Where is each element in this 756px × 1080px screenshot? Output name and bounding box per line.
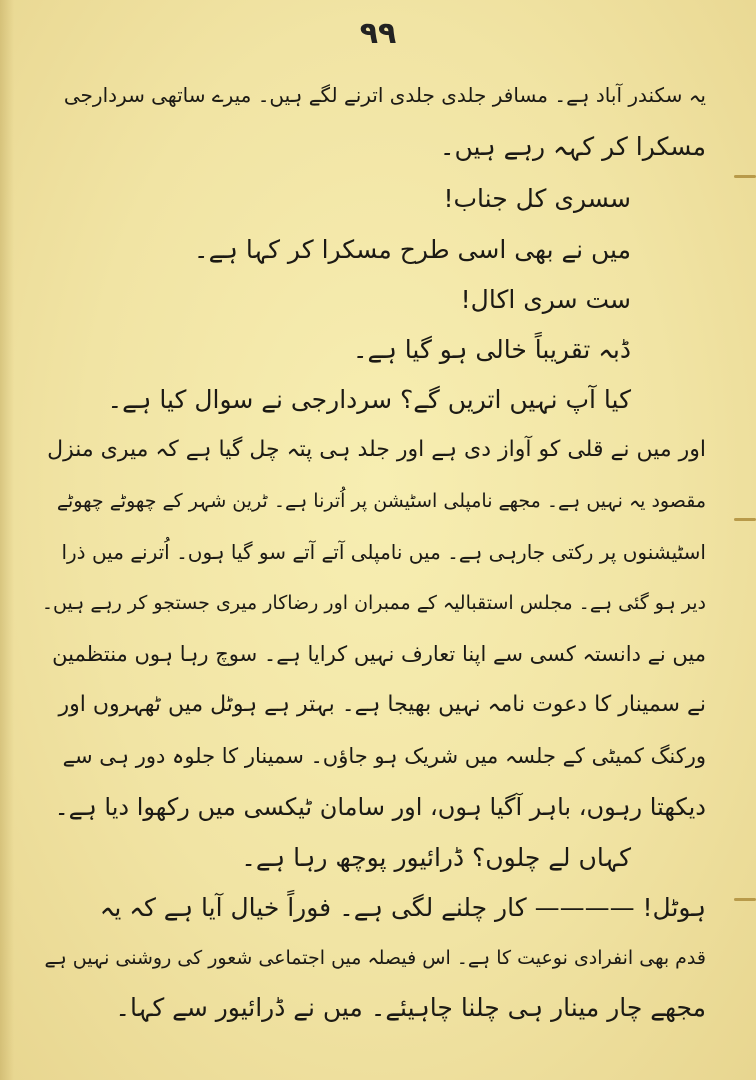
text-line: اور میں نے قلی کو آواز دی ہے اور جلد ہی پتہ چل گیا ہے کہ میری منزل [47, 437, 706, 462]
text-line: یہ سکندر آباد ہے۔ مسافر جلدی جلدی اترنے لگے ہیں۔ میرے ساتھی سردارجی [63, 83, 706, 107]
page-edge-mark [734, 518, 756, 521]
text-line: ست سری اکال! [460, 285, 631, 314]
page-edge-mark [734, 898, 756, 901]
text-line: ہوٹل! ———— کار چلنے لگی ہے۔ فوراً خیال آیا ہے کہ یہ [99, 893, 706, 922]
text-line: ورکنگ کمیٹی کے جلسہ میں شریک ہو جاؤں۔ سمینار کا جلوہ دور ہی سے [62, 744, 706, 768]
text-line: ڈبہ تقریباً خالی ہو گیا ہے۔ [352, 335, 631, 364]
text-line: مسکرا کر کہہ رہے ہیں۔ [439, 132, 706, 161]
text-line: سسری کل جناب! [443, 184, 631, 213]
text-line: دیر ہو گئی ہے۔ مجلس استقبالیہ کے ممبران اور رضاکار میری جستجو کر رہے ہیں۔ [41, 592, 706, 614]
text-line: میں نے دانستہ کسی سے اپنا تعارف نہیں کرایا ہے۔ سوچ رہا ہوں منتظمین [52, 642, 706, 666]
text-line: کہاں لے چلوں؟ ڈرائیور پوچھ رہا ہے۔ [241, 843, 631, 872]
text-line: نے سمینار کا دعوت نامہ نہیں بھیجا ہے۔ بہتر ہے ہوٹل میں ٹھہروں اور [58, 692, 706, 717]
page-number: ۹۹ [359, 16, 397, 51]
text-line: میں نے بھی اسی طرح مسکرا کر کہا ہے۔ [193, 235, 631, 264]
text-line: مجھے چار مینار ہی چلنا چاہیئے۔ میں نے ڈرائیور سے کہا۔ [115, 993, 706, 1022]
page-gutter-shade [0, 0, 14, 1080]
text-line: قدم بھی انفرادی نوعیت کا ہے۔ اس فیصلہ میں اجتماعی شعور کی روشنی نہیں ہے [44, 947, 706, 969]
text-line: کیا آپ نہیں اتریں گے؟ سردارجی نے سوال کیا ہے۔ [107, 385, 631, 414]
page-edge-mark [734, 175, 756, 178]
text-line: دیکھتا رہوں، باہر آگیا ہوں، اور سامان ٹیکسی میں رکھوا دیا ہے۔ [54, 793, 706, 821]
text-line: اسٹیشنوں پر رکتی جارہی ہے۔ میں نامپلی آتے آتے سو گیا ہوں۔ اُترنے میں ذرا [61, 540, 706, 564]
text-line: مقصود یہ نہیں ہے۔ مجھے نامپلی اسٹیشن پر اُترنا ہے۔ ٹرین شہر کے چھوٹے چھوٹے [56, 490, 706, 512]
